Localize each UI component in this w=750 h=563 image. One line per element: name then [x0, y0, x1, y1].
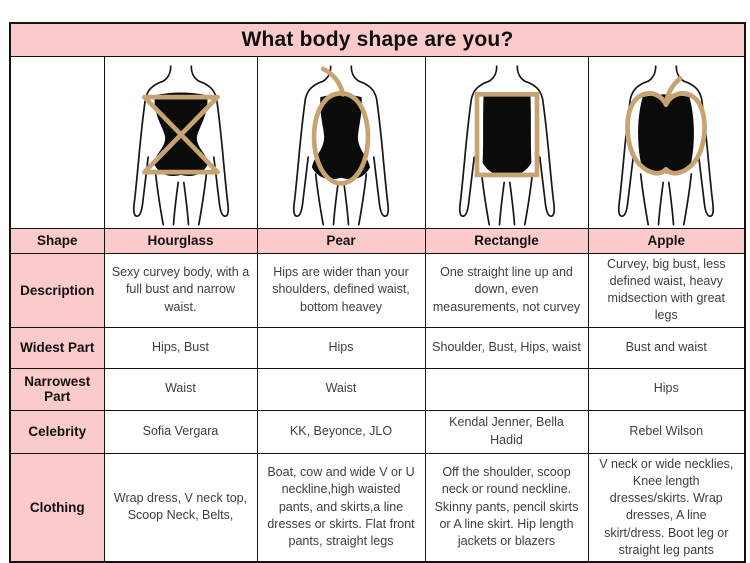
clothing-rectangle: Off the shoulder, scoop neck or round neckline. Skinny pants, pencil skirts or A line skirt. Hip length jackets or blazers: [425, 453, 588, 562]
shape-header-row: [10, 228, 745, 253]
row-label-clothing: Clothing: [10, 453, 104, 562]
empty-corner-cell: [10, 56, 104, 228]
clothing-apple: V neck or wide necklies, Knee length dresses/skirts. Wrap dresses, A line skirt/dress. Boot leg or straight leg pants: [588, 453, 745, 562]
row-label-description: Description: [10, 253, 104, 327]
body-shape-table: [9, 22, 746, 563]
narrowest-hourglass: Waist: [104, 368, 257, 410]
row-label-narrowest-part: Narrowest Part: [10, 368, 104, 410]
rectangle-figure-icon: [432, 62, 582, 226]
shape-header-apple: Apple: [588, 228, 745, 253]
celebrity-hourglass: Sofia Vergara: [104, 410, 257, 453]
celebrity-apple: Rebel Wilson: [588, 410, 745, 453]
widest-rectangle: Shoulder, Bust, Hips, waist: [425, 327, 588, 368]
description-rectangle: One straight line up and down, even measurements, not curvey: [425, 253, 588, 327]
hourglass-figure-icon: [106, 62, 256, 226]
clothing-row: [10, 453, 745, 562]
row-label-shape: Shape: [10, 228, 104, 253]
apple-figure-cell: [588, 56, 745, 228]
narrowest-apple: Hips: [588, 368, 745, 410]
description-hourglass: Sexy curvey body, with a full bust and narrow waist.: [104, 253, 257, 327]
page-title: What body shape are you?: [10, 23, 745, 56]
figures-row: [10, 56, 745, 228]
widest-apple: Bust and waist: [588, 327, 745, 368]
row-label-widest-part: Widest Part: [10, 327, 104, 368]
description-pear: Hips are wider than your shoulders, defined waist, bottom heavey: [257, 253, 425, 327]
celebrity-row: [10, 410, 745, 453]
narrowest-part-row: [10, 368, 745, 410]
narrowest-rectangle: [425, 368, 588, 410]
celebrity-rectangle: Kendal Jenner, Bella Hadid: [425, 410, 588, 453]
description-apple: Curvey, big bust, less defined waist, heavy midsection with great legs: [588, 253, 745, 327]
shape-header-hourglass: Hourglass: [104, 228, 257, 253]
shape-header-rectangle: Rectangle: [425, 228, 588, 253]
rectangle-figure-cell: [425, 56, 588, 228]
clothing-hourglass: Wrap dress, V neck top, Scoop Neck, Belts,: [104, 453, 257, 562]
apple-figure-icon: [591, 62, 741, 226]
title-row: [10, 23, 745, 56]
pear-figure-cell: [257, 56, 425, 228]
pear-figure-icon: [266, 62, 416, 226]
widest-hourglass: Hips, Bust: [104, 327, 257, 368]
celebrity-pear: KK, Beyonce, JLO: [257, 410, 425, 453]
widest-pear: Hips: [257, 327, 425, 368]
narrowest-pear: Waist: [257, 368, 425, 410]
row-label-celebrity: Celebrity: [10, 410, 104, 453]
widest-part-row: [10, 327, 745, 368]
clothing-pear: Boat, cow and wide V or U neckline,high waisted pants, and skirts,a line dresses or skirts. Flat front pants, straight legs: [257, 453, 425, 562]
hourglass-figure-cell: [104, 56, 257, 228]
shape-header-pear: Pear: [257, 228, 425, 253]
description-row: [10, 253, 745, 327]
